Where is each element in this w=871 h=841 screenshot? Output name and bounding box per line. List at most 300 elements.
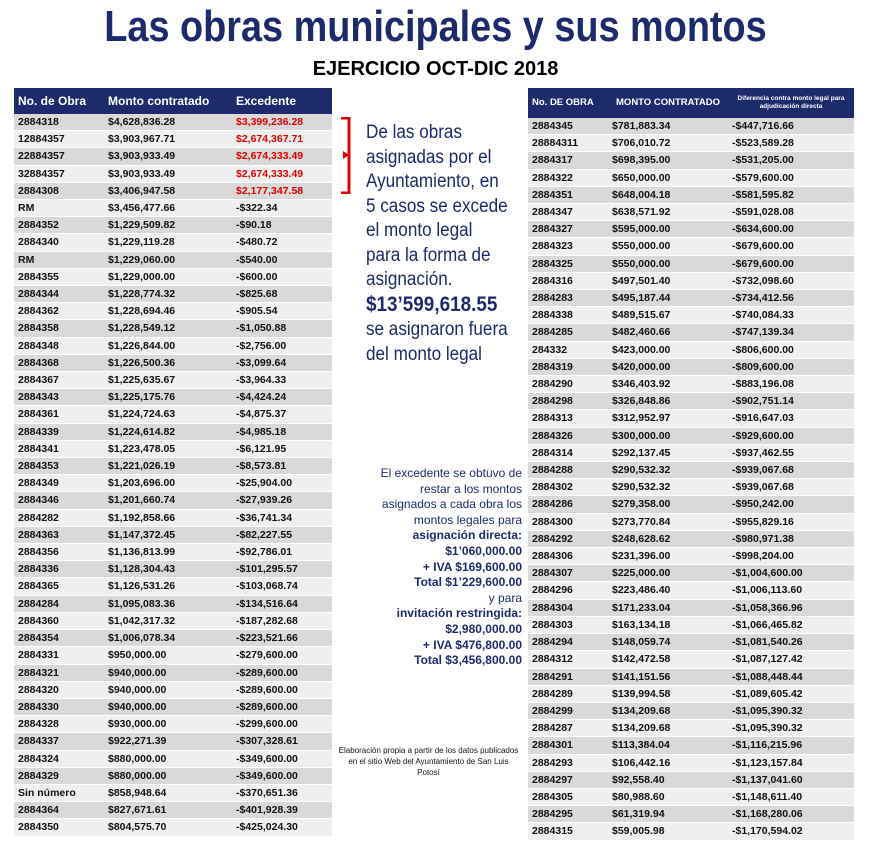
cell-contract-amount: $139,994.58 xyxy=(608,685,728,702)
cell-work-number: 2884347 xyxy=(528,204,608,221)
table-row xyxy=(14,819,332,836)
table-row xyxy=(528,599,854,616)
table-row xyxy=(528,358,854,375)
cell-contract-amount: $1,228,774.32 xyxy=(104,286,232,303)
table-row xyxy=(14,423,332,440)
cell-contract-amount: $113,384.04 xyxy=(608,737,728,754)
cell-excess: -$480.72 xyxy=(232,234,332,251)
table-row xyxy=(528,823,854,840)
col-header-excess: Excedente xyxy=(232,88,332,114)
cell-work-number: 2884303 xyxy=(528,616,608,633)
page-title: Las obras municipales y sus montos xyxy=(104,2,767,51)
cell-work-number: 2884297 xyxy=(528,771,608,788)
cell-excess: -$809,600.00 xyxy=(728,358,854,375)
restricted-total: Total $3,456,800.00 xyxy=(414,653,522,668)
cell-contract-amount: $1,147,372.45 xyxy=(104,526,232,543)
cell-excess: -$1,089,605.42 xyxy=(728,685,854,702)
cell-contract-amount: $92,558.40 xyxy=(608,771,728,788)
cell-contract-amount: $3,406,947.58 xyxy=(104,182,232,199)
cell-excess: -$998,204.00 xyxy=(728,548,854,565)
table-row xyxy=(14,595,332,612)
table-row xyxy=(14,182,332,199)
table-row xyxy=(14,767,332,784)
cell-work-number: 2884288 xyxy=(528,462,608,479)
cell-work-number: 2884317 xyxy=(528,152,608,169)
table-row xyxy=(528,376,854,393)
cell-contract-amount: $1,006,078.34 xyxy=(104,630,232,647)
cell-work-number: 2884283 xyxy=(528,290,608,307)
cell-work-number: 2884353 xyxy=(14,458,104,475)
cell-excess: -$916,647.03 xyxy=(728,410,854,427)
cell-contract-amount: $1,192,858.66 xyxy=(104,509,232,526)
cell-contract-amount: $1,201,660.74 xyxy=(104,492,232,509)
cell-contract-amount: $326,848.86 xyxy=(608,393,728,410)
cell-contract-amount: $231,396.00 xyxy=(608,548,728,565)
table-row xyxy=(528,135,854,152)
cell-excess: -$634,600.00 xyxy=(728,221,854,238)
cell-work-number: 2884355 xyxy=(14,268,104,285)
cell-work-number: 2884291 xyxy=(528,668,608,685)
table-row xyxy=(528,427,854,444)
cell-contract-amount: $420,000.00 xyxy=(608,358,728,375)
cell-excess: -$1,081,540.26 xyxy=(728,634,854,651)
cell-excess: -$937,462.55 xyxy=(728,444,854,461)
cell-contract-amount: $292,137.45 xyxy=(608,444,728,461)
table-row xyxy=(528,737,854,754)
cell-contract-amount: $106,442.16 xyxy=(608,754,728,771)
cell-work-number: 2884324 xyxy=(14,750,104,767)
table-row xyxy=(14,561,332,578)
cell-contract-amount: $698,395.00 xyxy=(608,152,728,169)
cell-excess: -$905.54 xyxy=(232,303,332,320)
red-bracket-icon xyxy=(341,117,351,194)
cell-contract-amount: $1,228,549.12 xyxy=(104,320,232,337)
cell-contract-amount: $300,000.00 xyxy=(608,427,728,444)
table-row xyxy=(14,389,332,406)
cell-work-number: 2884360 xyxy=(14,612,104,629)
cell-work-number: 2884285 xyxy=(528,324,608,341)
cell-contract-amount: $1,042,317.32 xyxy=(104,612,232,629)
cell-work-number: 2884365 xyxy=(14,578,104,595)
table-row xyxy=(528,152,854,169)
cell-contract-amount: $858,948.64 xyxy=(104,784,232,801)
cell-contract-amount: $148,059.74 xyxy=(608,634,728,651)
cell-excess: -$1,088,448.44 xyxy=(728,668,854,685)
right-works-table xyxy=(528,88,854,841)
left-works-table xyxy=(14,88,332,837)
cell-work-number: 2884322 xyxy=(528,169,608,186)
table-row xyxy=(528,754,854,771)
cell-work-number: 2884328 xyxy=(14,716,104,733)
cell-work-number: 2884325 xyxy=(528,255,608,272)
cell-work-number: 2884345 xyxy=(528,118,608,135)
table-row xyxy=(14,612,332,629)
cell-work-number: 2884298 xyxy=(528,393,608,410)
explanation-intro: El excedente se obtuvo de restar a los montos asignados a cada obra los montos legales para xyxy=(380,466,522,527)
page-subtitle: EJERCICIO OCT-DIC 2018 xyxy=(312,58,559,80)
col-header-work-number: No. de Obra xyxy=(14,88,104,114)
cell-excess: -$1,006,113.60 xyxy=(728,582,854,599)
cell-work-number: 2884316 xyxy=(528,272,608,289)
cell-excess: -$27,939.26 xyxy=(232,492,332,509)
table-row xyxy=(14,268,332,285)
cell-work-number: 28884311 xyxy=(528,135,608,152)
cell-work-number: 2884320 xyxy=(14,681,104,698)
table-row xyxy=(14,630,332,647)
cell-excess: -$902,751.14 xyxy=(728,393,854,410)
cell-excess: -$223,521.66 xyxy=(232,630,332,647)
cell-excess: -$581,595.82 xyxy=(728,186,854,203)
left-table-header xyxy=(14,88,332,114)
cell-excess: -$425,024.30 xyxy=(232,819,332,836)
cell-excess: -$929,600.00 xyxy=(728,427,854,444)
table-row xyxy=(528,788,854,805)
cell-work-number: 2884318 xyxy=(14,114,104,131)
cell-excess: -$36,741.34 xyxy=(232,509,332,526)
cell-contract-amount: $1,136,813.99 xyxy=(104,544,232,561)
cell-work-number: 2884294 xyxy=(528,634,608,651)
table-row xyxy=(14,114,332,131)
cell-contract-amount: $1,229,119.28 xyxy=(104,234,232,251)
cell-work-number: 2884351 xyxy=(528,186,608,203)
table-row xyxy=(528,324,854,341)
table-row xyxy=(528,720,854,737)
cell-work-number: 2884323 xyxy=(528,238,608,255)
table-row xyxy=(528,290,854,307)
cell-contract-amount: $1,221,026.19 xyxy=(104,458,232,475)
table-row xyxy=(528,548,854,565)
cell-work-number: 2884289 xyxy=(528,685,608,702)
table-row xyxy=(528,341,854,358)
cell-work-number: 2884290 xyxy=(528,376,608,393)
summary-note-text-after: se asignaron fuera del monto legal xyxy=(366,319,508,365)
cell-contract-amount: $1,226,500.36 xyxy=(104,354,232,371)
cell-contract-amount: $648,004.18 xyxy=(608,186,728,203)
cell-excess: -$600.00 xyxy=(232,268,332,285)
table-row xyxy=(14,286,332,303)
cell-excess: -$447,716.66 xyxy=(728,118,854,135)
table-row xyxy=(14,234,332,251)
cell-contract-amount: $141,151.56 xyxy=(608,668,728,685)
cell-work-number: 2884349 xyxy=(14,475,104,492)
cell-contract-amount: $950,000.00 xyxy=(104,647,232,664)
table-row xyxy=(528,444,854,461)
cell-work-number: 2884321 xyxy=(14,664,104,681)
cell-excess: -$1,087,127.42 xyxy=(728,651,854,668)
cell-excess: -$679,600.00 xyxy=(728,255,854,272)
table-row xyxy=(528,238,854,255)
cell-contract-amount: $550,000.00 xyxy=(608,255,728,272)
cell-work-number: 2884296 xyxy=(528,582,608,599)
cell-contract-amount: $59,005.98 xyxy=(608,823,728,840)
cell-excess: $2,674,367.71 xyxy=(232,131,332,148)
cell-contract-amount: $1,126,531.26 xyxy=(104,578,232,595)
table-row xyxy=(14,337,332,354)
direct-amount: $1’060,000.00 xyxy=(445,543,522,558)
cell-contract-amount: $3,903,967.71 xyxy=(104,131,232,148)
col-header-difference: Diferencia contra monto legal para adjudicación directa xyxy=(728,88,854,118)
cell-work-number: 2884337 xyxy=(14,733,104,750)
table-row xyxy=(14,544,332,561)
cell-contract-amount: $273,770.84 xyxy=(608,513,728,530)
cell-work-number: 2884319 xyxy=(528,358,608,375)
table-row xyxy=(14,354,332,371)
cell-excess: -$955,829.16 xyxy=(728,513,854,530)
cell-contract-amount: $804,575.70 xyxy=(104,819,232,836)
cell-excess: -$401,928.39 xyxy=(232,802,332,819)
cell-work-number: 2884368 xyxy=(14,354,104,371)
cell-excess: -$307,328.61 xyxy=(232,733,332,750)
table-row xyxy=(528,393,854,410)
cell-work-number: RM xyxy=(14,251,104,268)
cell-contract-amount: $225,000.00 xyxy=(608,565,728,582)
cell-contract-amount: $1,095,083.36 xyxy=(104,595,232,612)
cell-excess: -$579,600.00 xyxy=(728,169,854,186)
cell-work-number: 22884357 xyxy=(14,148,104,165)
cell-contract-amount: $423,000.00 xyxy=(608,341,728,358)
table-row xyxy=(528,771,854,788)
cell-contract-amount: $650,000.00 xyxy=(608,169,728,186)
cell-contract-amount: $497,501.40 xyxy=(608,272,728,289)
cell-work-number: 2884344 xyxy=(14,286,104,303)
table-row xyxy=(528,204,854,221)
cell-excess: -$950,242.00 xyxy=(728,496,854,513)
table-row xyxy=(14,526,332,543)
table-row xyxy=(528,186,854,203)
table-row xyxy=(528,634,854,651)
table-row xyxy=(14,440,332,457)
col-header-contract-amount: Monto contratado xyxy=(104,88,232,114)
cell-contract-amount: $781,883.34 xyxy=(608,118,728,135)
cell-excess: -$289,600.00 xyxy=(232,664,332,681)
table-row xyxy=(14,578,332,595)
cell-excess: -$883,196.08 xyxy=(728,376,854,393)
cell-work-number: 2884327 xyxy=(528,221,608,238)
cell-work-number: 2884346 xyxy=(14,492,104,509)
table-row xyxy=(528,702,854,719)
table-row xyxy=(528,685,854,702)
cell-contract-amount: $940,000.00 xyxy=(104,681,232,698)
table-row xyxy=(14,320,332,337)
cell-work-number: 2884301 xyxy=(528,737,608,754)
cell-excess: -$1,058,366.96 xyxy=(728,599,854,616)
cell-work-number: 2884350 xyxy=(14,819,104,836)
cell-contract-amount: $3,903,933.49 xyxy=(104,148,232,165)
cell-excess: -$90.18 xyxy=(232,217,332,234)
cell-work-number: 2884361 xyxy=(14,406,104,423)
cell-work-number: 2884341 xyxy=(14,440,104,457)
cell-excess: -$82,227.55 xyxy=(232,526,332,543)
table-row xyxy=(528,513,854,530)
table-row xyxy=(14,251,332,268)
cell-work-number: 2884315 xyxy=(528,823,608,840)
cell-excess: -$1,168,280.06 xyxy=(728,806,854,823)
table-row xyxy=(14,303,332,320)
table-row xyxy=(528,410,854,427)
table-row xyxy=(14,217,332,234)
cell-contract-amount: $595,000.00 xyxy=(608,221,728,238)
cell-work-number: 2884363 xyxy=(14,526,104,543)
cell-contract-amount: $930,000.00 xyxy=(104,716,232,733)
cell-contract-amount: $1,203,696.00 xyxy=(104,475,232,492)
cell-contract-amount: $279,358.00 xyxy=(608,496,728,513)
cell-contract-amount: $495,187.44 xyxy=(608,290,728,307)
cell-excess: -$2,756.00 xyxy=(232,337,332,354)
cell-excess: -$939,067.68 xyxy=(728,462,854,479)
table-row xyxy=(528,582,854,599)
table-row xyxy=(528,255,854,272)
cell-excess: -$370,651.36 xyxy=(232,784,332,801)
cell-contract-amount: $4,628,836.28 xyxy=(104,114,232,131)
cell-excess: -$3,964.33 xyxy=(232,372,332,389)
table-row xyxy=(528,169,854,186)
cell-contract-amount: $638,571.92 xyxy=(608,204,728,221)
cell-contract-amount: $223,486.40 xyxy=(608,582,728,599)
cell-contract-amount: $1,228,694.46 xyxy=(104,303,232,320)
cell-contract-amount: $163,134.18 xyxy=(608,616,728,633)
cell-contract-amount: $706,010.72 xyxy=(608,135,728,152)
cell-work-number: 2884356 xyxy=(14,544,104,561)
right-table-header xyxy=(528,88,854,118)
cell-excess: -$1,095,390.32 xyxy=(728,702,854,719)
cell-excess: -$279,600.00 xyxy=(232,647,332,664)
cell-contract-amount: $248,628.62 xyxy=(608,530,728,547)
cell-excess: -$3,099.64 xyxy=(232,354,332,371)
cell-excess: -$1,170,594.02 xyxy=(728,823,854,840)
cell-work-number: 2884287 xyxy=(528,720,608,737)
cell-work-number: 2884330 xyxy=(14,698,104,715)
table-row xyxy=(14,492,332,509)
cell-excess: -$1,095,390.32 xyxy=(728,720,854,737)
direct-total: Total $1’229,600.00 xyxy=(414,575,522,590)
cell-excess: -$187,282.68 xyxy=(232,612,332,629)
cell-excess: -$523,589.28 xyxy=(728,135,854,152)
cell-contract-amount: $3,903,933.49 xyxy=(104,165,232,182)
cell-excess: -$1,137,041.60 xyxy=(728,771,854,788)
cell-work-number: 2884284 xyxy=(14,595,104,612)
table-row xyxy=(528,221,854,238)
cell-work-number: 2884329 xyxy=(14,767,104,784)
table-row xyxy=(14,681,332,698)
cell-contract-amount: $61,319.94 xyxy=(608,806,728,823)
cell-work-number: 2884338 xyxy=(528,307,608,324)
cell-work-number: 2884312 xyxy=(528,651,608,668)
cell-contract-amount: $1,226,844.00 xyxy=(104,337,232,354)
cell-contract-amount: $827,671.61 xyxy=(104,802,232,819)
table-row xyxy=(14,716,332,733)
cell-work-number: 2884343 xyxy=(14,389,104,406)
cell-work-number: 2884308 xyxy=(14,182,104,199)
cell-contract-amount: $312,952.97 xyxy=(608,410,728,427)
table-row xyxy=(528,272,854,289)
cell-work-number: 2884336 xyxy=(14,561,104,578)
cell-contract-amount: $1,224,614.82 xyxy=(104,423,232,440)
table-row xyxy=(14,475,332,492)
cell-work-number: Sin número xyxy=(14,784,104,801)
table-row xyxy=(14,733,332,750)
cell-excess: -$740,084.33 xyxy=(728,307,854,324)
direct-iva: + IVA $169,600.00 xyxy=(422,559,522,574)
cell-contract-amount: $134,209.68 xyxy=(608,720,728,737)
cell-work-number: 284332 xyxy=(528,341,608,358)
summary-note xyxy=(366,121,510,367)
cell-contract-amount: $1,223,478.05 xyxy=(104,440,232,457)
cell-contract-amount: $922,271.39 xyxy=(104,733,232,750)
cell-excess: -$591,028.08 xyxy=(728,204,854,221)
table-row xyxy=(14,750,332,767)
cell-excess: $2,674,333.49 xyxy=(232,165,332,182)
table-row xyxy=(14,406,332,423)
table-row xyxy=(528,806,854,823)
cell-excess: -$747,139.34 xyxy=(728,324,854,341)
table-row xyxy=(528,616,854,633)
cell-contract-amount: $171,233.04 xyxy=(608,599,728,616)
cell-contract-amount: $1,229,000.00 xyxy=(104,268,232,285)
cell-excess: -$1,004,600.00 xyxy=(728,565,854,582)
cell-excess: -$25,904.00 xyxy=(232,475,332,492)
cell-excess: -$806,600.00 xyxy=(728,341,854,358)
cell-contract-amount: $880,000.00 xyxy=(104,750,232,767)
col-header-work-number-right: No. DE OBRA xyxy=(528,88,608,118)
cell-work-number: 2884300 xyxy=(528,513,608,530)
restricted-iva: + IVA $476,800.00 xyxy=(422,637,522,652)
cell-work-number: 2884364 xyxy=(14,802,104,819)
cell-work-number: 2884292 xyxy=(528,530,608,547)
cell-contract-amount: $1,229,060.00 xyxy=(104,251,232,268)
cell-excess: -$540.00 xyxy=(232,251,332,268)
cell-excess: -$322.34 xyxy=(232,200,332,217)
table-row xyxy=(14,458,332,475)
cell-excess: -$1,066,465.82 xyxy=(728,616,854,633)
cell-excess: -$1,116,215.96 xyxy=(728,737,854,754)
cell-excess: -$1,050.88 xyxy=(232,320,332,337)
cell-excess: -$299,600.00 xyxy=(232,716,332,733)
cell-work-number: RM xyxy=(14,200,104,217)
cell-work-number: 2884354 xyxy=(14,630,104,647)
cell-work-number: 2884314 xyxy=(528,444,608,461)
table-row xyxy=(528,118,854,135)
table-row xyxy=(14,131,332,148)
cell-work-number: 2884331 xyxy=(14,647,104,664)
cell-work-number: 2884305 xyxy=(528,788,608,805)
cell-contract-amount: $880,000.00 xyxy=(104,767,232,784)
cell-work-number: 2884367 xyxy=(14,372,104,389)
cell-work-number: 2884306 xyxy=(528,548,608,565)
explanation-box xyxy=(366,466,522,669)
table-row xyxy=(14,784,332,801)
cell-contract-amount: $290,532.32 xyxy=(608,462,728,479)
direct-label: asignación directa: xyxy=(412,528,522,543)
cell-excess: -$1,148,611.40 xyxy=(728,788,854,805)
cell-work-number: 2884304 xyxy=(528,599,608,616)
table-row xyxy=(14,802,332,819)
cell-excess: -$289,600.00 xyxy=(232,698,332,715)
cell-work-number: 2884282 xyxy=(14,509,104,526)
cell-work-number: 2884307 xyxy=(528,565,608,582)
explanation-connector: y para xyxy=(488,590,522,605)
cell-contract-amount: $1,128,304.43 xyxy=(104,561,232,578)
cell-work-number: 2884286 xyxy=(528,496,608,513)
cell-contract-amount: $1,225,635.67 xyxy=(104,372,232,389)
cell-excess: -$1,123,157.84 xyxy=(728,754,854,771)
cell-work-number: 2884358 xyxy=(14,320,104,337)
restricted-label: invitación restringida: xyxy=(396,606,522,621)
cell-contract-amount: $482,460.66 xyxy=(608,324,728,341)
cell-contract-amount: $142,472.58 xyxy=(608,651,728,668)
table-row xyxy=(14,647,332,664)
cell-excess: -$349,600.00 xyxy=(232,767,332,784)
table-row xyxy=(528,479,854,496)
